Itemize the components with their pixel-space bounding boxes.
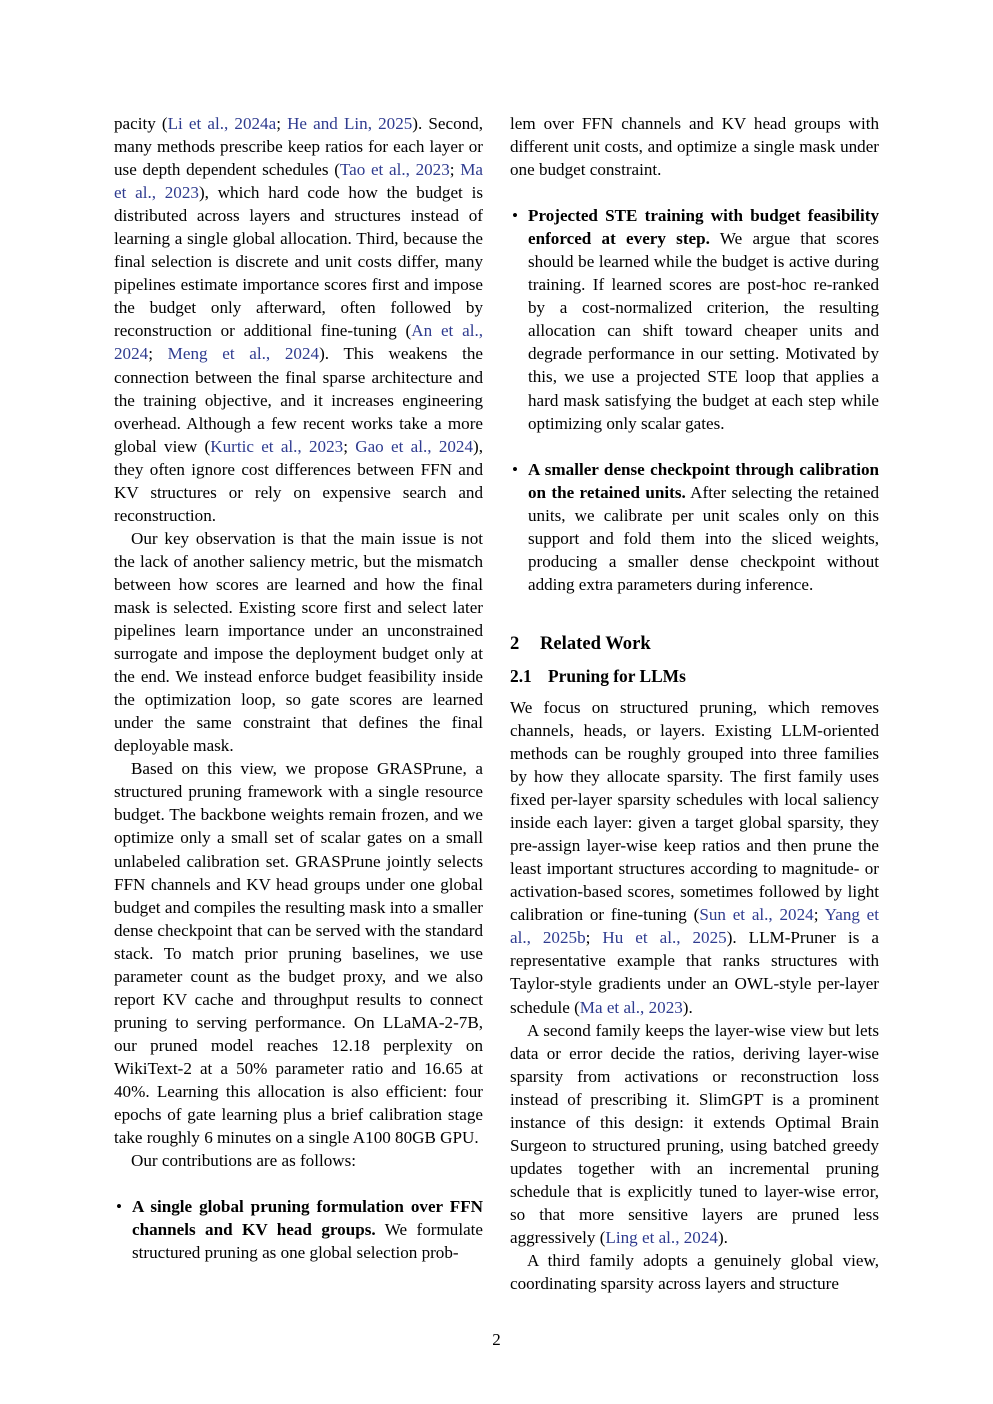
list-item-contribution-1 [114, 1195, 483, 1264]
paragraph-third-family: A third family adopts a genuinely global view, coordinating sparsity across layers and structure [510, 1251, 879, 1294]
paragraph-second-family [510, 1019, 879, 1249]
list-item-contribution-3 [510, 458, 879, 596]
bullet-marker-icon: • [512, 459, 518, 479]
citation-ma-2023[interactable]: Ma et al., 2023 [114, 160, 483, 203]
citation-li-2024a[interactable]: Li et al., 2024a [167, 114, 277, 133]
text-run: ). This weakens the connection between the final sparse architecture and the training objective, and it increases engineering overhead. Although a few recent works take a more global view ( [114, 344, 483, 456]
citation-gao-2024[interactable]: Gao et al., 2024 [355, 436, 474, 456]
contribution-body: We argue that scores should be learned while the budget is active during training. If learned scores are post-hoc re-ranked by a cost-normalized criterion, the resulting allocation can shift toward cheaper units and degrade performance in our setting. Motivated by this, we use a projected STE loop that applies a hard mask satisfying the budget at each step while optimizing only scalar gates. [528, 229, 880, 433]
text-run: ). [682, 997, 693, 1017]
page-number: 2 [492, 1330, 501, 1349]
spacer [510, 688, 879, 696]
subsection-heading-pruning-for-llms [510, 665, 879, 688]
contribution-title: Projected STE training with budget feasibility enforced at every step. [528, 206, 879, 249]
citation-sun-2024[interactable]: Sun et al., 2024 [699, 905, 814, 925]
two-column-body [114, 112, 879, 1292]
subsection-number: 2.1 [510, 665, 532, 686]
text-run: ; [343, 436, 356, 456]
text-run: ; [813, 905, 825, 925]
text-run: ). [717, 1227, 728, 1247]
spacer [510, 656, 879, 665]
section-heading-related-work [510, 632, 879, 656]
text-run: ; [585, 928, 603, 948]
contribution-body: After selecting the retained units, we calibrate per unit scales only on this support and fold them into the sliced weights, producing a smaller dense checkpoint without adding extra parameters during inference. [528, 482, 879, 594]
contribution-title: A single global pruning formulation over FFN channels and KV head groups. [132, 1197, 483, 1240]
contribution-title: A smaller dense checkpoint through calibration on the retained units. [528, 459, 879, 502]
section-number: 2 [510, 632, 520, 654]
text-run: ; [148, 344, 168, 364]
citation-he-lin-2025[interactable]: He and Lin, 2025 [287, 114, 413, 133]
citation-ma-2023-right[interactable]: Ma et al., 2023 [579, 997, 683, 1017]
paragraph-contribution-1-continued: lem over FFN channels and KV head groups with different unit costs, and optimize a single mask under one budget constraint. [510, 114, 879, 180]
contributions-list-right [510, 204, 879, 596]
list-item-contribution-2 [510, 204, 879, 434]
paragraph-grasprune: Based on this view, we propose GRASPrune, a structured pruning framework with a single resource budget. The backbone weights remain frozen, and we optimize only a small set of scalar gates on a small unlabeled calibration set. GRASPrune jointly selects FFN channels and KV head groups under one global budget and compiles the resulting mask into a smaller dense checkpoint that can be served with the standard stack. To match prior pruning baselines, we use parameter count as the budget proxy, and we also report KV cache and throughput results to connect pruning to serving performance. On LLaMA-2-7B, our pruned model reaches 12.18 perplexity on WikiText-2 at a 50% parameter ratio and 16.65 at 40%. Learning this allocation is also efficient: four epochs of gate learning plus a brief calibration stage take roughly 6 minutes on a single A100 80GB GPU. [114, 759, 483, 1148]
spacer [510, 181, 879, 204]
spacer [114, 1172, 483, 1195]
spacer [510, 596, 879, 632]
text-run: A second family keeps the layer-wise view but lets data or error decide the ratios, deriving layer-wise sparsity from activations or reconstruction loss instead of prescribing it. SlimGPT is a prominent instance of this design: it extends Optimal Brain Surgeon to structured pruning, using batched greedy updates together with an incremental pruning schedule that is explicitly tuned to layer-wise error, so that more sensitive layers are pruned less aggressively ( [510, 1020, 879, 1247]
citation-ling-2024[interactable]: Ling et al., 2024 [605, 1227, 718, 1247]
text-run: ). Second, many methods prescribe keep ratios for each layer or use depth dependent schedules ( [114, 114, 483, 180]
subsection-title: Pruning for LLMs [548, 665, 686, 686]
paragraph-contributions-intro: Our contributions are as follows: [131, 1151, 357, 1171]
citation-meng-2024[interactable]: Meng et al., 2024 [167, 344, 320, 364]
text-run: We focus on structured pruning, which removes channels, heads, or layers. Existing LLM-oriented methods can be roughly grouped into three families by how they allocate sparsity. The first family uses fixed per-layer sparsity schedules with local saliency inside each layer: given a target global sparsity, they pre-assign layer-wise keep ratios and then prune the least important structures according to magnitude- or activation-based scores, sometimes followed by light calibration or fine-tuning ( [510, 697, 879, 925]
section-title: Related Work [540, 632, 651, 654]
contributions-list-left [114, 1195, 483, 1264]
right-column [510, 112, 879, 1292]
contribution-body: We formulate structured pruning as one global selection prob- [132, 1220, 483, 1263]
bullet-marker-icon: • [116, 1197, 122, 1217]
citation-tao-2023[interactable]: Tao et al., 2023 [339, 160, 450, 180]
text-run: ), they often ignore cost differences between FFN and KV structures or rely on expensive search and reconstruction. [114, 436, 483, 525]
paragraph-capacity [114, 112, 483, 527]
text-run: pacity ( [114, 114, 168, 133]
spacer [510, 435, 879, 458]
paragraph-first-family [510, 696, 879, 1019]
bullet-marker-icon: • [512, 206, 518, 226]
paragraph-key-observation: Our key observation is that the main issue is not the lack of another saliency metric, but the mismatch between how scores are learned and how the final mask is selected. Existing score first and select later pipelines learn importance under an unconstrained surrogate and impose the deployment budget only at the end. We instead enforce budget feasibility inside the optimization loop, so gate scores are learned under the same constraint that defines the final deployable mask. [114, 528, 483, 756]
text-run: ). LLM-Pruner is a representative example that ranks structures with Taylor-style gradients under an OWL-style per-layer schedule ( [510, 928, 879, 1017]
citation-hu-2025[interactable]: Hu et al., 2025 [602, 928, 727, 948]
text-run: ), which hard code how the budget is distributed across layers and structures instead of learning a single global allocation. Third, because the final selection is discrete and unit costs differ, many pipelines estimate importance scores first and impose the budget only afterward, often followed by reconstruction or additional fine-tuning ( [114, 183, 483, 341]
text-run: ; [449, 160, 461, 180]
citation-an-2024[interactable]: An et al., 2024 [114, 321, 483, 364]
citation-yang-2025b[interactable]: Yang et al., 2025b [510, 905, 880, 948]
text-run: ; [276, 114, 288, 133]
citation-kurtic-2023[interactable]: Kurtic et al., 2023 [210, 436, 344, 456]
left-column [114, 112, 483, 1292]
